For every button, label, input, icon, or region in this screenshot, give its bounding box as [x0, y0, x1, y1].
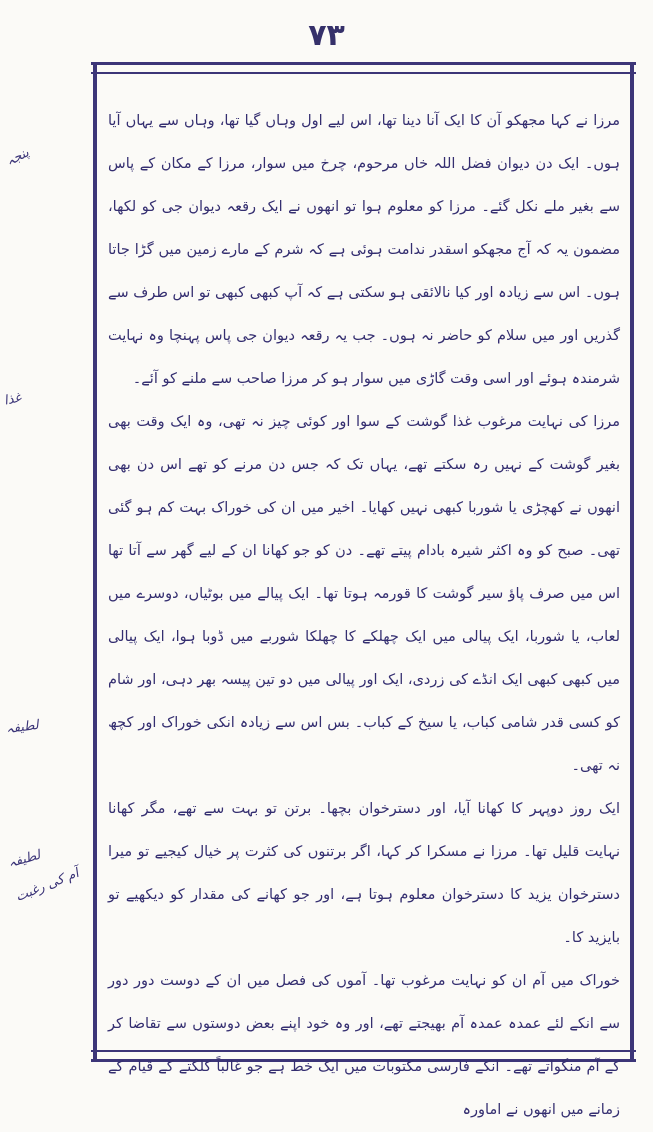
page-number: ۷۳: [308, 18, 345, 53]
paragraph-4: خوراک میں آم ان کو نہایت مرغوب تھا۔ آموں کی فصل میں ان کے دوست دور دور سے انکے لئے عمدہ عمدہ آم بھیجتے تھے، اور وہ خود اپنے بعض دوستوں سے تقاضا کر کے آم منگواتے تھے۔ انکے فارسی مکتوبات میں ایک خط ہے جو غالباً کلکتے کے قیام کے زمانے میں انھوں نے اماورہ: [108, 973, 620, 1118]
margin-note-2: غذا: [2, 390, 23, 409]
paragraph-1: مرزا نے کہا مجھکو آن کا ایک آنا دینا تھا، اس لیے اول وہاں گیا تھا، وہاں سے یہاں آیا ہوں۔ ایک دن دیوان فضل اللہ خاں مرحوم، چرخ میں سوار، مرزا کے مکان کے پاس سے بغیر ملے نکل گئے۔ مرزا کو معلوم ہوا تو انھوں نے ایک رقعہ دیوان جی کو لکھا، مضمون یہ کہ آج مجھکو اسقدر ندامت ہوئی ہے کہ شرم کے مارے زمین میں گڑا جاتا ہوں۔ اس سے زیادہ اور کیا نالائقی ہو سکتی ہے کہ آپ کبھی کبھی تو اس طرف سے گذریں اور میں سلام کو حاضر نہ ہوں۔ جب یہ رقعہ دیوان جی پاس پہنچا وہ نہایت شرمندہ ہوئے اور اسی وقت گاڑی میں سوار ہو کر مرزا صاحب سے ملنے کو آئے۔: [108, 113, 620, 387]
body-text: [108, 100, 620, 1118]
paragraph-2: مرزا کی نہایت مرغوب غذا گوشت کے سوا اور کوئی چیز نہ تھی، وہ ایک وقت بھی بغیر گوشت کے نہیں رہ سکتے تھے، یہاں تک کہ جس دن مرنے کو تھے اس دن بھی انھوں نے کھچڑی یا شوربا کبھی نہیں کھایا۔ اخیر میں ان کی خوراک بہت کم ہو گئی تھی۔ صبح کو وہ اکثر شیرہ بادام پیتے تھے۔ دن کو جو کھانا ان کے لیے گھر سے آتا تھا اس میں صرف پاؤ سیر گوشت کا قورمہ ہوتا تھا۔ ایک پیالے میں بوٹیاں، دوسرے میں لعاب، یا شوربا، ایک پیالی میں ایک چھلکے کا چھلکا شوربے میں ڈوبا ہوا، ایک پیالی میں کبھی کبھی ایک انڈے کی زردی، ایک اور پیالی میں دو تین پیسہ بھر دہی، اور شام کو کسی قدر شامی کباب، یا سیخ کے کباب۔ بس اس سے زیادہ انکی خوراک اور کچھ نہ تھی۔: [108, 414, 620, 774]
margin-note-4: لطیفہ: [6, 847, 43, 872]
margin-note-3: لطیفہ: [5, 717, 40, 738]
margin-note-5: آم کی رغبت: [13, 866, 82, 905]
paragraph-3: ایک روز دوپہر کا کھانا آیا، اور دسترخوان بچھا۔ برتن تو بہت سے تھے، مگر کھانا نہایت قلیل تھا۔ مرزا نے مسکرا کر کہا، اگر برتنوں کی کثرت پر خیال کیجیے تو میرا دسترخوان یزید کا دسترخوان معلوم ہوتا ہے، اور جو کھانے کی مقدار کو دیکھیے تو بایزید کا۔: [108, 801, 620, 946]
margin-note-1: پنجہ: [3, 145, 32, 170]
frame-top-rule: [91, 62, 636, 74]
